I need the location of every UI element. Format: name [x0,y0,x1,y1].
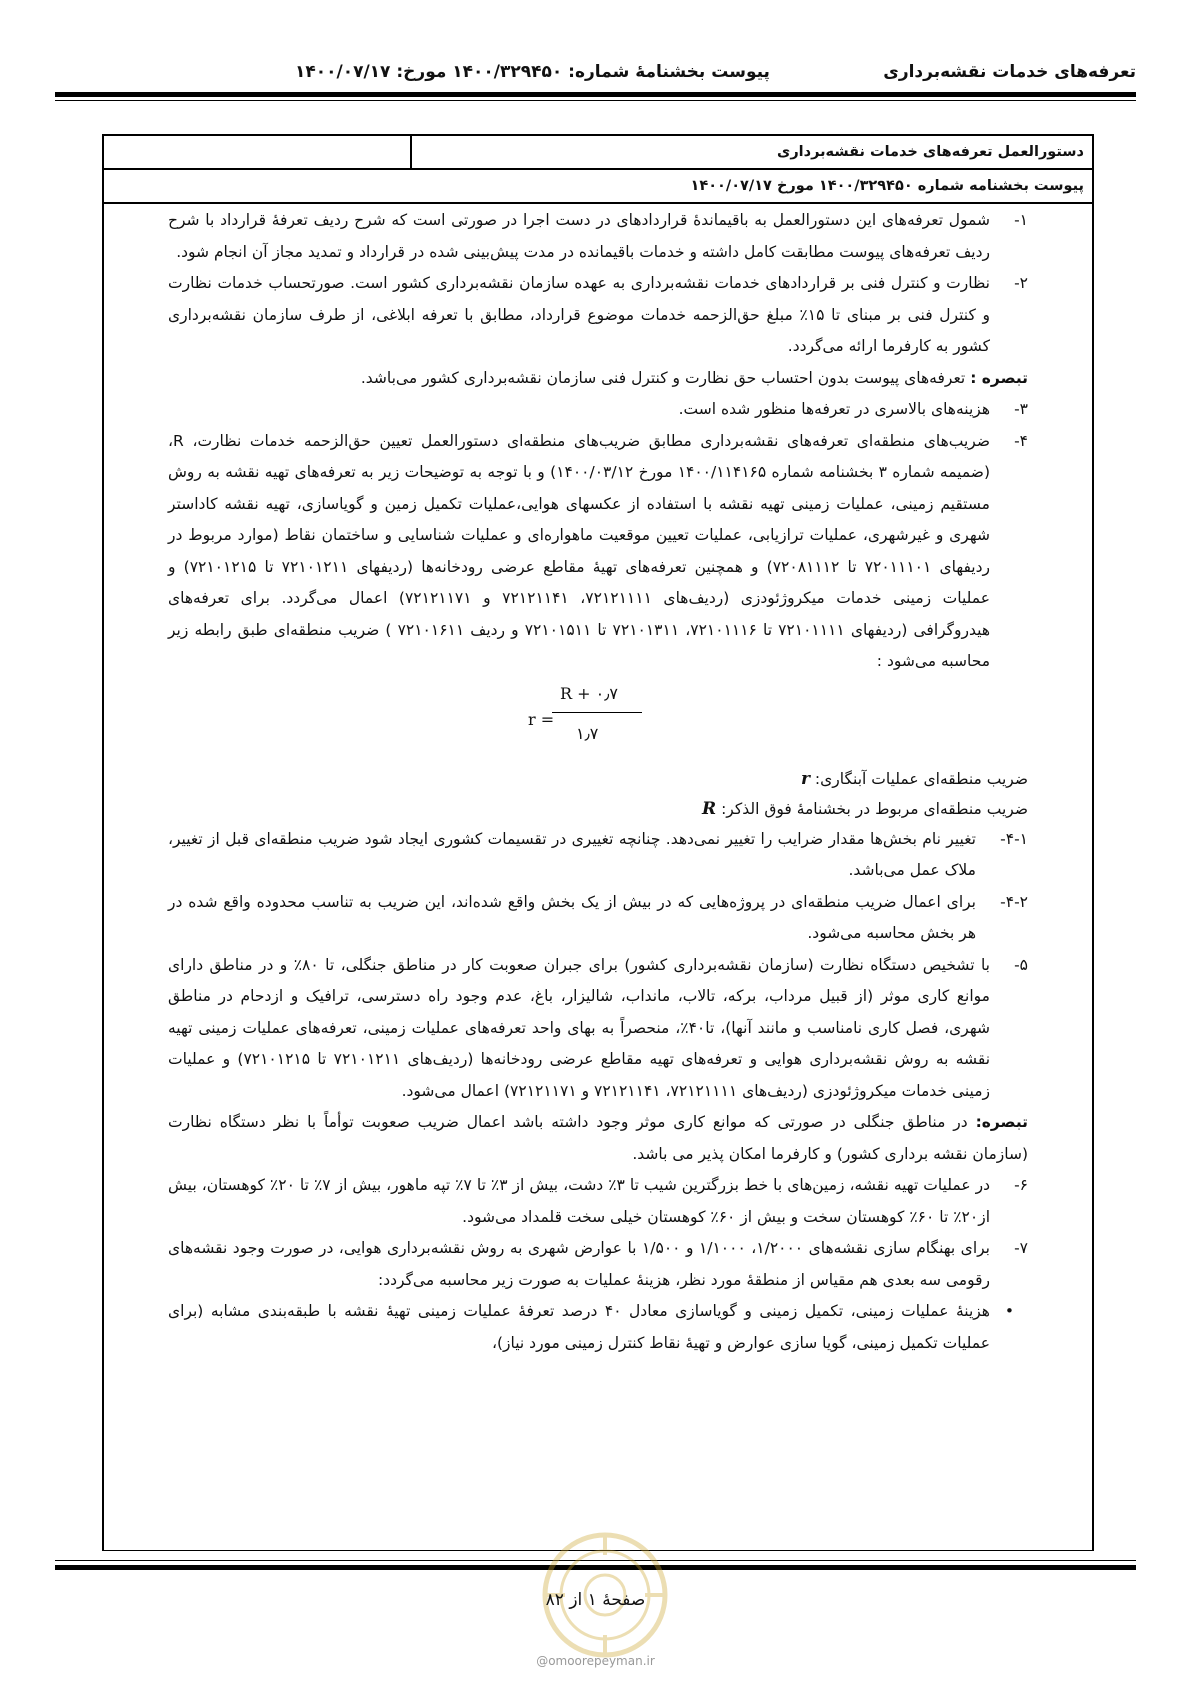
clause-text: برای بهنگام سازی نقشه‌های ۱/۲۰۰۰، ۱/۱۰۰۰ و ۱/۵۰۰ با عوارض شهری به روش نقشه‌برداری هوایی، در صورت وجود نقشه‌های رقومی سه بعدی هم مقیاس از منطقهٔ مورد نظر، هزینهٔ عملیات به صورت زیر محاسبه می‌گردد: [168,1239,990,1289]
note-1 [168,363,1028,395]
symbol-definitions [168,764,1028,824]
clause-number: ۱- [1014,211,1028,229]
formula-denominator: ۱٫۷ [576,723,599,743]
page-header [55,56,1136,90]
note-2 [168,1107,1028,1170]
clause-text: هزینه‌های بالاسری در تعرفه‌ها منظور شده است. [678,400,990,418]
bullet-icon: • [1004,1302,1014,1320]
clause-number: ۴-۲- [1000,892,1028,911]
clause-6 [168,1170,1028,1233]
clause-4-2 [168,887,1028,950]
definition-symbol: R [702,798,717,819]
table-ref-cell: پیوست بخشنامه شماره ۱۴۰۰/۳۲۹۴۵۰ مورخ ۱۴۰۰/۰۷/۱۷ [103,169,1093,203]
definition-text: ضریب منطقه‌ای عملیات آبنگاری: [814,769,1028,788]
header-rule-thin [55,100,1136,101]
clause-5 [168,950,1028,1108]
clause-number: ۴- [1014,431,1028,450]
note-label: تبصره: [975,1113,1028,1131]
clause-4 [168,426,1028,678]
page-number: صفحهٔ ۱ از ۸۲ [545,1590,646,1610]
table-title-cell: دستورالعمل تعرفه‌های خدمات نقشه‌برداری [411,135,1093,169]
note-text: در مناطق جنگلی در صورتی که موانع کاری موثر وجود داشته باشد اعمال ضریب صعوبت توأماً با نظر دستگاه نظارت (سازمان نقشه برداری کشور) و کارفرما امکان پذیر می باشد. [168,1113,1028,1163]
clause-4-1 [168,824,1028,887]
bullet-text: هزینهٔ عملیات زمینی، تکمیل زمینی و گویاسازی معادل ۴۰ درصد تعرفهٔ عملیات زمینی تهیهٔ نقشه با طبقه‌بندی مشابه (برای عملیات تکمیل زمینی، گویا سازی عوارض و تهیهٔ نقاط کنترل زمینی مورد نیاز)، [168,1302,990,1352]
title-table [102,134,1094,204]
clause-text: برای اعمال ضریب منطقه‌ای در پروژه‌هایی که در بیش از یک بخش واقع شده‌اند، این ضریب به تناسب محدوده واقع شده در هر بخش محاسبه می‌شود. [168,892,976,942]
clause-text: تغییر نام بخش‌ها مقدار ضرایب را تغییر نمی‌دهد. چنانچه تغییری در تقسیمات کشوری ایجاد شود ضریب منطقه‌ای قبل از تغییر، ملاک عمل می‌باشد. [168,829,976,879]
clause-text: در عملیات تهیه نقشه، زمین‌های با خط بزرگترین شیب تا ۳٪ دشت، بیش از ۳٪ تا ۷٪ تپه ماهور، بیش از ۷٪ تا ۲۰٪ کوهستان، بیش از۲۰٪ تا ۶۰٪ کوهستان سخت و بیش از ۶۰٪ کوهستان خیلی سخت قلمداد می‌شود. [168,1176,990,1226]
clause-2 [168,268,1028,363]
clause-number: ۶- [1014,1176,1028,1194]
clause-text: شمول تعرفه‌های این دستورالعمل به باقیماندهٔ قراردادهای در دست اجرا در صورتی است که شرح ردیف تعرفهٔ قرارداد با شرح ردیف تعرفه‌های پیوست مطابقت کامل داشته و خدمات باقیمانده در مدت پیش‌بینی شده در قرارداد و تمدید مجاز آن انجام شود. [168,211,990,261]
clause-1 [168,205,1028,268]
clause-number: ۷- [1014,1239,1028,1257]
clause-number: ۲- [1014,274,1028,292]
definition-symbol: r [801,768,810,789]
definition-r [168,764,1028,794]
clause-text: ضریب‌های منطقه‌ای تعرفه‌های نقشه‌برداری مطابق ضریب‌های منطقه‌ای دستورالعمل تعیین حق‌الزحمه خدمات نظارت، R، (ضمیمه شماره ۳ بخشنامه شماره ۱۴۰۰/۱۱۴۱۶۵ مورخ ۱۴۰۰/۰۳/۱۲) و با توجه به توضیحات زیر به تعرفه‌های تهیه نقشه به روش مستقیم زمینی، عملیات زمینی تهیه نقشه با استفاده از عکسهای هوایی،عملیات تکمیل زمین و گویاسازی، تهیه نقشه کاداستر شهری و غیرشهری، عملیات ترازیابی، عملیات تعیین موقعیت ماهواره‌ای و عملیات شناسایی و ساختمان نقاط (موارد مربوط در ردیفهای ۷۲۰۱۱۱۰۱ تا ۷۲۰۸۱۱۱۲) و همچنین تعرفه‌های تهیهٔ مقاطع عرضی رودخانه‌ها (ردیفهای ۷۲۱۰۱۲۱۱ تا ۷۲۱۰۱۲۱۵) و عملیات زمینی خدمات میکروژئودزی (ردیف‌های ۷۲۱۲۱۱۱۱، ۷۲۱۲۱۱۴۱ و ۷۲۱۲۱۱۷۱) اعمال می‌گردد. برای تعرفه‌های هیدروگرافی (ردیفهای ۷۲۱۰۱۱۱۱ تا ۷۲۱۰۱۱۱۶، ۷۲۱۰۱۳۱۱ تا ۷۲۱۰۱۵۱۱ و ردیف ۷۲۱۰۱۶۱۱ ) ضریب منطقه‌ای طبق رابطه زیر محاسبه می‌شود : [168,431,991,670]
formula-lhs: r = [528,709,555,729]
regional-coefficient-formula [168,678,1028,764]
fraction-bar [552,712,642,713]
note-text: تعرفه‌های پیوست بدون احتساب حق نظارت و کنترل فنی سازمان نقشه‌برداری کشور می‌باشد. [360,368,966,387]
watermark-text: @omoorepeyman.ir [536,1654,655,1668]
clause-number: ۴-۱- [1000,829,1028,848]
definition-R [168,794,1028,824]
clause-number: ۳- [1014,400,1028,418]
document-body [168,205,1028,1359]
clause-text: با تشخیص دستگاه نظارت (سازمان نقشه‌برداری کشور) برای جبران صعوبت کار در مناطق جنگلی، تا ۸۰٪ و در مناطق دارای موانع کاری موثر (از قبیل مرداب، برکه، تالاب، مانداب، شالیزار، باغ، عدم وجود راه دسترسی، ترافیک و ازدحام در مناطق شهری، فصل کاری نامناسب و مانند آنها)، تا۴۰٪، منحصراً به بهای واحد تعرفه‌های عملیات زمینی، تعرفه‌های عملیات زمینی تهیه نقشه به روش نقشه‌برداری هوایی و تعرفه‌های تهیه مقاطع عرضی رودخانه‌ها (ردیف‌های ۷۲۱۰۱۲۱۱ تا ۷۲۱۰۱۲۱۵) و عملیات زمینی خدمات میکروژئودزی (ردیف‌های ۷۲۱۲۱۱۱۱، ۷۲۱۲۱۱۴۱ و ۷۲۱۲۱۱۷۱) اعمال می‌شود. [168,955,991,1100]
clause-7 [168,1233,1028,1296]
formula-numerator: R + ۰٫۷ [560,683,619,703]
clause-3 [168,394,1028,426]
header-reference: پیوست بخشنامهٔ شماره: ۱۴۰۰/۳۲۹۴۵۰ مورخ: ۱۴۰۰/۰۷/۱۷ [295,62,770,82]
bullet-item-1 [168,1296,1028,1359]
clause-number: ۵- [1014,955,1028,974]
definition-text: ضریب منطقه‌ای مربوط در بخشنامهٔ فوق الذکر: [721,799,1028,818]
header-rule-thick [55,92,1136,97]
note-label: تبصره : [970,368,1028,387]
clause-text: نظارت و کنترل فنی بر قراردادهای خدمات نقشه‌برداری به عهده سازمان نقشه‌برداری کشور است. صورتحساب خدمات نظارت و کنترل فنی بر مبنای تا ۱۵٪ مبلغ حق‌الزحمه خدمات موضوع قرارداد، مطابق با تعرفه ابلاغی، از طرف سازمان نقشه‌برداری کشور به کارفرما ارائه می‌گردد. [168,274,991,355]
table-empty-cell [103,135,411,169]
header-title: تعرفه‌های خدمات نقشه‌برداری [883,62,1136,82]
